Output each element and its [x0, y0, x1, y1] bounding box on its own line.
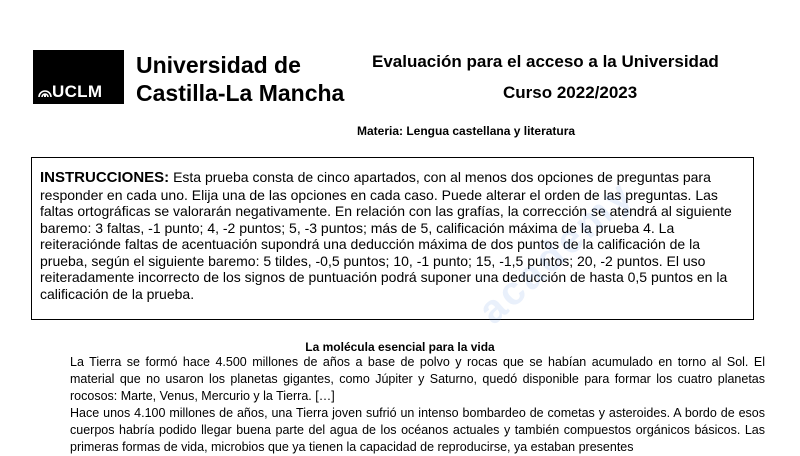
university-name: Universidad de Castilla-La Mancha — [136, 52, 345, 106]
watermark: academy — [470, 171, 643, 333]
passage — [70, 354, 765, 456]
instructions-lead: INSTRUCCIONES: — [40, 169, 170, 186]
logo-text: UCLM — [52, 82, 103, 101]
exam-title: Evaluación para el acceso a la Universidad — [372, 52, 719, 71]
text-title: La molécula esencial para la vida — [305, 340, 495, 354]
subject-label: Materia: Lengua castellana y literatura — [357, 124, 576, 138]
passage-paragraph: Hace unos 4.100 millones de años, una Tierra joven sufrió un intenso bombardeo de cometas y asteroides. A bordo de esos cuerpos habría podido llegar buena parte del agua de los océanos actuales y también compuestos orgánicos básicos. Las primeras formas de vida, microbios que ya tienen la capacidad de reproducirse, ya estaban presentes — [70, 406, 765, 454]
instructions-box — [31, 157, 754, 320]
course-year: Curso 2022/2023 — [503, 83, 638, 102]
castle-logo-icon — [38, 86, 52, 98]
uclm-logo — [33, 50, 124, 104]
instructions-body: Esta prueba consta de cinco apartados, con al menos dos opciones de preguntas para responder en cada uno. Elija una de las opciones en cada caso. Puede alterar el orden de las preguntas. Las faltas ortográficas se valorarán negativamente. En relación con las grafías, la corrección se atendrá al siguiente baremo: 3 faltas, -1 punto; 4, -2 puntos; 5, -3 puntos; más de 5, calificación máxima de la prueba 4. La reiteraciónde faltas de acentuación supondrá una deducción máxima de dos puntos de la calificación de la prueba, según el siguiente baremo: 5 tildes, -0,5 puntos; 10, -1 punto; 15, -1,5 puntos; 20, -2 puntos. El uso reiteradamente incorrecto de los signos de puntuación podrá suponer una deducción de hasta 0,5 puntos en la calificación de la prueba. — [40, 169, 732, 302]
passage-paragraph: La Tierra se formó hace 4.500 millones de años a base de polvo y rocas que se habían acumulado en torno al Sol. El material que no usaron los planetas gigantes, como Júpiter y Saturno, quedó disponible para formar los cuatro planetas rocosos: Marte, Venus, Mercurio y la Tierra. […] — [70, 355, 765, 403]
